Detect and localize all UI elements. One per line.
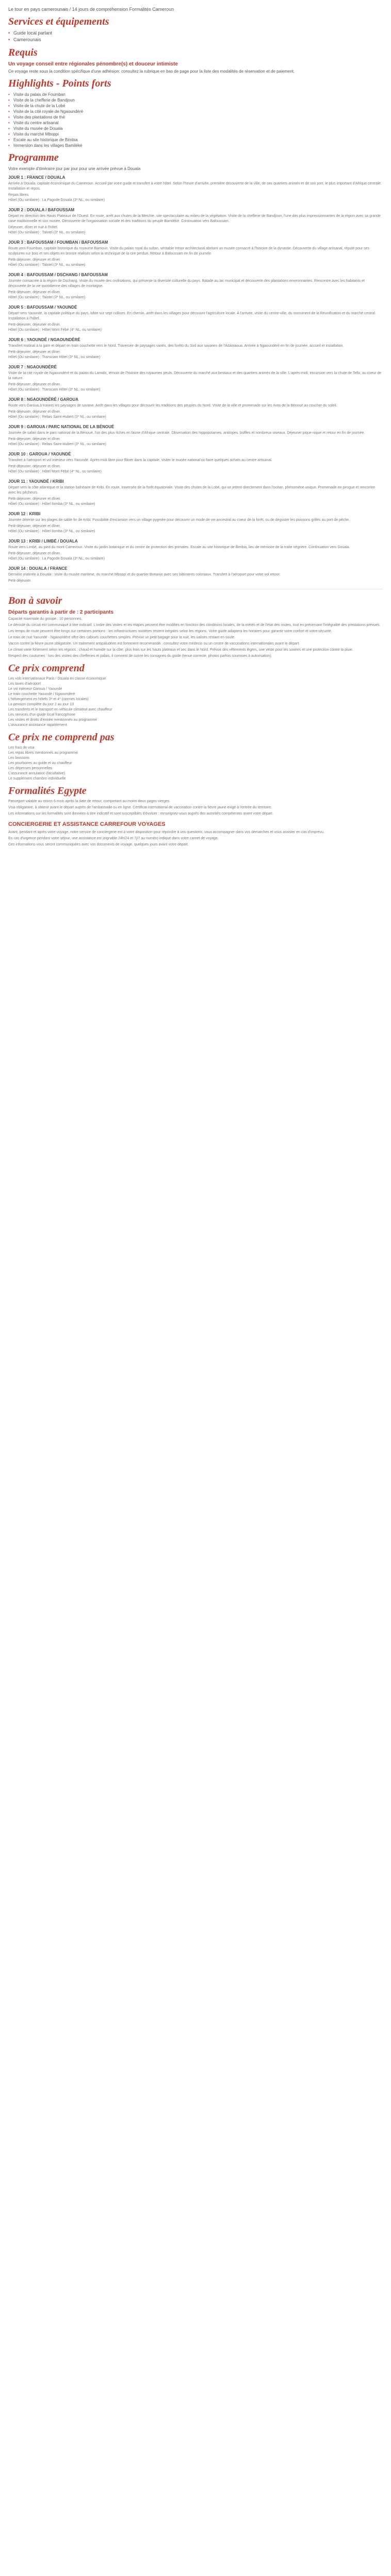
day-description: Départ vers la côte atlantique et la station balnéaire de Kribi. En route, traversée de la forêt équatoriale. Visite des chutes de la Lobé, qui se jettent directement dans l'océan, phénomène unique. Promenade en pirogue et rencontre avec les pêcheurs. <box>8 486 375 495</box>
includes-item: L'hébergement en hôtels 3* et 4* (normes locales) <box>8 698 89 701</box>
day-meals: Déjeuner, dîner et nuit à l'hôtel. <box>8 226 58 229</box>
day-title: JOUR 11 : YAOUNDÉ / KRIBI <box>8 479 64 484</box>
day-title: JOUR 8 : NGAOUNDÉRÉ / GAROUA <box>8 397 79 402</box>
excludes-item: Les dépenses personnelles <box>8 767 53 770</box>
day-meals: Petit-déjeuner, déjeuner et dîner. <box>8 465 61 468</box>
day-meals: Petit-déjeuner, déjeuner et dîner. <box>8 524 61 528</box>
programme-day <box>8 566 383 584</box>
programme-day <box>8 397 383 420</box>
excludes-item: Les pourboires au guide et au chauffeur <box>8 761 72 765</box>
day-description: Départ en direction des Hauts Plateaux de l'Ouest. En route, arrêt aux chutes de la Metchie, site spectaculaire au milieu de la végétation. Visite de la chefferie de Bandjoun, l'une des plus impressionnantes de la région avec sa grande case traditionnelle et son musée. Découverte de l'organisation sociale et des traditions du peuple Bamiléké. Continuation vers Bafoussam. <box>8 214 381 223</box>
day-description: Journée détente sur les plages de sable fin de Kribi. Possibilité d'excursion vers un village pygmée pour découvrir un mode de vie ancestral au coeur de la forêt, ou de déguster les poissons grillés au port de pêche. <box>8 518 350 522</box>
day-title: JOUR 6 : YAOUNDÉ / NGAOUNDÉRÉ <box>8 337 80 342</box>
services-item: • Camerounais <box>8 37 41 42</box>
includes-item: Les vols internationaux Paris / Douala en classe économique <box>8 677 106 681</box>
includes-title: Ce prix comprend <box>8 663 85 674</box>
day-meals: Petit-déjeuner, déjeuner et dîner. <box>8 437 61 441</box>
day-hotel: Hôtel (Ou similaire) : Relais Saint-Hubert (3* NL, ou similaire) <box>8 443 106 446</box>
programme-day <box>8 451 383 474</box>
day-meals: Petit-déjeuner, déjeuner et dîner. <box>8 323 61 327</box>
bullet-icon: • <box>8 92 10 97</box>
formalities-paragraph: Passeport valable au moins 6 mois après la date de retour, comportant au moins deux pages vierges. <box>8 800 171 803</box>
good-to-know-paragraph: Le climat varie fortement selon les régions : chaud et humide sur la côte, plus frais sur les hauts plateaux et sec dans le Nord. Prévoir des vêtements légers, une veste pour les soirées et une protection contre la pluie. <box>8 648 353 652</box>
day-meals: Petit-déjeuner, déjeuner et dîner. <box>8 410 61 414</box>
day-hotel: Hôtel (Ou similaire) : Hôtel Mont Fébé (4* NL, ou similaire) <box>8 328 102 332</box>
day-hotel: Hôtel (Ou similaire) : La Pagode Douala (3* NL, ou similaire) <box>8 198 105 202</box>
bullet-icon: • <box>8 126 10 131</box>
highlight-item: • Escale au site historique de Bimbia <box>8 138 78 142</box>
day-meals: Petit-déjeuner. <box>8 579 32 583</box>
bullet-icon: • <box>8 115 10 120</box>
excludes-list <box>8 745 383 782</box>
services-title: Services et équipements <box>8 16 109 27</box>
assistance-paragraph: En cas d'urgence pendant votre séjour, une assistance est joignable 24h/24 et 7j/7 au numéro indiqué dans votre carnet de voyage. <box>8 837 219 840</box>
bullet-icon: • <box>8 121 10 125</box>
day-meals: Petit-déjeuner, déjeuner et dîner. <box>8 552 61 555</box>
includes-item: Les visites et droits d'entrée mentionnés au programme <box>8 718 97 722</box>
day-hotel: Hôtel (Ou similaire) : Talotel (3* NL, ou similaire) <box>8 263 86 267</box>
required-title: Requis <box>8 47 38 58</box>
excludes-item: Les repas libres mentionnés au programme <box>8 751 78 755</box>
good-to-know-paragraph: Respect des coutumes : lors des visites des chefferies et palais, il convient de suivre les consignes du guide (tenue correcte, photos parfois soumises à autorisation). <box>8 654 272 658</box>
day-description: Transfert à l'aéroport et vol intérieur vers Yaoundé. Après-midi libre pour flâner dans la capitale, visiter le musée national ou faire quelques achats au centre artisanal. <box>8 459 272 462</box>
highlight-item: • Visite du musée de Douala <box>8 126 63 131</box>
day-meals: Petit-déjeuner, déjeuner et dîner. <box>8 497 61 501</box>
bullet-icon: • <box>8 109 10 114</box>
bullet-icon: • <box>8 104 10 108</box>
day-description: Dernière matinée à Douala : visite du musée maritime, du marché Mboppi et du quartier Bonanjo avec ses bâtiments coloniaux. Transfert à l'aéroport pour votre vol retour. <box>8 573 281 577</box>
highlights-title: Highlights - Points forts <box>8 78 111 89</box>
highlight-item: • Visite de la cité royale de Ngaoundéré <box>8 109 84 114</box>
day-hotel: Hôtel (Ou similaire) : Talotel (3* NL, ou similaire) <box>8 231 86 234</box>
highlight-item: • Visite des plantations de thé <box>8 115 65 120</box>
includes-item: Le vol intérieur Garoua / Yaoundé <box>8 687 62 691</box>
day-hotel: Hôtel (Ou similaire) : Hôtel Ilomba (3* NL, ou similaire) <box>8 530 95 533</box>
bullet-icon: • <box>8 132 10 137</box>
services-list <box>8 30 383 43</box>
day-title: JOUR 1 : FRANCE / DOUALA <box>8 175 66 180</box>
day-hotel: Hôtel (Ou similaire) : Transcam Hôtel (3* NL, ou similaire) <box>8 355 101 359</box>
day-hotel: Hôtel (Ou similaire) : La Pagode Douala (3* NL, ou similaire) <box>8 557 105 561</box>
programme-day <box>8 424 383 447</box>
includes-item: Les services d'un guide local francophone <box>8 713 76 717</box>
good-to-know-paragraph: Le train de nuit Yaoundé - Ngaoundéré offre des cabines couchettes simples. Prévoir un petit bagage pour la nuit, les valises restant en soute. <box>8 636 236 639</box>
programme-days <box>8 175 383 584</box>
excludes-item: Le supplément chambre individuelle <box>8 777 66 781</box>
highlight-item: • Visite du marché Mboppi <box>8 132 59 137</box>
bullet-icon: • <box>8 37 10 42</box>
day-hotel: Hôtel (Ou similaire) : Talotel (3* NL, ou similaire) <box>8 296 86 299</box>
programme-day <box>8 538 383 562</box>
assistance-paragraph: Avant, pendant et après votre voyage, notre service de conciergerie est à votre disposition pour répondre à vos questions, vous accompagner dans vos démarches et vous assister en cas d'imprévu. <box>8 831 324 834</box>
day-description: Visite de la cité royale de Ngaoundéré et du palais du Lamido, témoin de l'histoire des royaumes peuls. Découverte du marché aux bestiaux et des quartiers animés de la ville. L'après-midi, excursion vers la chute de Tello, au coeur de la nature. <box>8 371 382 380</box>
day-meals: Petit-déjeuner, déjeuner et dîner. <box>8 258 61 262</box>
highlight-item: • Visite de la chute de la Lobé <box>8 104 66 108</box>
good-to-know-paragraph: Capacité maximale du groupe : 10 personnes. <box>8 617 83 621</box>
highlight-item: • Immersion dans les villages Bamiléké <box>8 143 83 148</box>
day-title: JOUR 4 : BAFOUSSAM / DSCHANG / BAFOUSSAM <box>8 273 108 277</box>
required-text: Un voyage conseil entre régionales pénombre(s) et douceur intimiste <box>8 61 178 67</box>
bullet-icon: • <box>8 143 10 148</box>
day-title: JOUR 2 : DOUALA / BAFOUSSAM <box>8 208 75 212</box>
bullet-icon: • <box>8 30 10 36</box>
programme-day <box>8 207 383 235</box>
programme-day <box>8 511 383 534</box>
includes-list <box>8 676 383 728</box>
includes-item: Le train couchette Yaoundé / Ngaoundéré <box>8 692 75 696</box>
day-description: Route vers Limbé, au pied du mont Cameroun. Visite du jardin botanique et du centre de protection des primates. Escale au site historique de Bimbia, lieu de mémoire de la traite négrière. Continuation vers Douala. <box>8 546 350 549</box>
day-hotel: Hôtel (Ou similaire) : Relais Saint-Hubert (3* NL, ou similaire) <box>8 415 106 419</box>
day-hotel: Hôtel (Ou similaire) : Hôtel Mont Fébé (4* NL, ou similaire) <box>8 470 102 473</box>
formalities-paragraph: Visa obligatoire, à obtenir avant le départ auprès de l'ambassade ou en ligne. Certificat international de vaccination contre la fièvre jaune exigé à l'entrée du territoire. <box>8 806 272 809</box>
good-to-know-paragraph: Les temps de route peuvent être longs sur certaines portions : les infrastructures routières restent inégales selon les régions. Votre guide adaptera les horaires pour garantir votre confort et votre sécurité. <box>8 630 332 633</box>
includes-item: L'assurance assistance rapatriement <box>8 723 67 727</box>
assistance-paragraph: Ces informations vous seront communiquées avec vos documents de voyage, quelques jours avant votre départ. <box>8 843 189 846</box>
highlight-item: • Visite du palais de Foumban <box>8 92 66 97</box>
day-description: Transfert matinal à la gare et départ en train couchette vers le Nord. Traversée de paysages variés, des forêts du Sud aux savanes de l'Adamaoua. Arrivée à Ngaoundéré en fin de journée, accueil et installation. <box>8 344 344 348</box>
excludes-title: Ce prix ne comprend pas <box>8 732 115 743</box>
good-to-know-paragraph: Vaccin contre la fièvre jaune obligatoire. Un traitement antipaludéen est fortement recommandé : consultez votre médecin ou un centre de vaccinations internationales avant le départ. <box>8 642 300 646</box>
day-meals: Petit-déjeuner, déjeuner et dîner. <box>8 350 61 354</box>
day-meals: Petit-déjeuner, déjeuner et dîner. <box>8 291 61 294</box>
day-title: JOUR 9 : GAROUA / PARC NATIONAL DE LA BÉNOUÉ <box>8 425 115 429</box>
highlight-item: • Visite du centre artisanal <box>8 121 59 125</box>
day-title: JOUR 14 : DOUALA / FRANCE <box>8 566 68 571</box>
day-title: JOUR 13 : KRIBI / LIMBÉ / DOUALA <box>8 539 78 544</box>
day-description: Arrivée à Douala, capitale économique du Cameroun. Accueil par votre guide et transfert à votre hôtel. Selon l'heure d'arrivée, première découverte de la ville, de ses quartiers animés et de son port, le plus important d'Afrique centrale. Installation et repos. <box>8 182 382 191</box>
day-description: Journée de safari dans le parc national de la Bénoué, l'un des plus riches en faune d'Afrique centrale. Observation des hippopotames, antilopes, buffles et nombreux oiseaux. Déjeuner pique-nique et retour en fin de journée. <box>8 431 365 435</box>
note-line: Ce voyage reste sous la condition spécifique d'une adhésion: consultez la rubrique en bas de page pour la liste des modalités de réservation et de paiement. <box>8 69 295 74</box>
day-description: Route vers Foumban, capitale historique du royaume Bamoun. Visite du palais royal du sultan, véritable trésor architectural abritant un musée consacré à l'histoire de la dynastie. Découverte du village artisanal, réputé pour ses sculptures sur bois et ses objets en bronze réalisés selon la technique de la cire perdue. Retour à Bafoussam en fin de journée. <box>8 247 370 256</box>
bullet-icon: • <box>8 98 10 103</box>
day-hotel: Hôtel (Ou similaire) : Hôtel Ilomba (3* NL, ou similaire) <box>8 502 95 506</box>
day-title: JOUR 7 : NGAOUNDÉRÉ <box>8 365 57 369</box>
good-to-know-title: Bon à savoir <box>8 595 62 606</box>
programme-day <box>8 479 383 507</box>
programme-title: Programme <box>8 152 59 163</box>
services-item: • Guide local parlant <box>8 30 53 36</box>
programme-day <box>8 240 383 268</box>
assistance-title: CONCIERGERIE ET ASSISTANCE CARREFOUR VOYAGES <box>8 821 166 827</box>
bullet-icon: • <box>8 138 10 142</box>
day-meals: Petit-déjeuner, déjeuner et dîner. <box>8 383 61 386</box>
intro-text: Le tour en pays camerounais / 14 jours de compréhension Formalités Cameroun <box>8 7 174 12</box>
formalities-body <box>8 799 383 817</box>
day-title: JOUR 12 : KRIBI <box>8 512 41 516</box>
day-title: JOUR 5 : BAFOUSSAM / YAOUNDÉ <box>8 305 77 310</box>
good-to-know-subtitle: Départs garantis à partir de : 2 participants <box>8 609 113 615</box>
day-description: Journée consacrée à la région de Dschang. Visite du musée des civilisations, qui présente la diversité culturelle du pays. Balade au lac municipal et découverte des plantations environnantes. Rencontre avec les habitants et découverte de la vie quotidienne des villages de montagne. <box>8 279 365 288</box>
day-title: JOUR 3 : BAFOUSSAM / FOUMBAN / BAFOUSSAM <box>8 240 108 245</box>
excludes-item: Les frais de visa <box>8 746 35 750</box>
programme-day <box>8 337 383 360</box>
highlights-list <box>8 92 383 148</box>
includes-item: Les transferts et le transport en véhicule climatisé avec chauffeur <box>8 708 112 711</box>
good-to-know-body <box>8 617 383 659</box>
includes-item: La pension complète du jour 2 au jour 13 <box>8 703 74 706</box>
programme-intro: Votre exemple d'itinéraire jour par jour pour une arrivée prévue à Douala <box>8 166 141 171</box>
day-description: Route vers Garoua à travers les paysages de savane. Arrêt dans les villages pour découvrir les traditions des peuples du Nord. Visite de la ville et promenade sur les rives de la Bénoué au coucher du soleil. <box>8 404 337 408</box>
formalities-paragraph: Les informations sur les formalités sont données à titre indicatif et sont susceptibles d'évoluer : renseignez-vous auprès des autorités compétentes avant votre départ. <box>8 812 273 816</box>
formalities-title: Formalités Egypte <box>8 785 87 796</box>
day-description: Départ vers Yaoundé, la capitale politique du pays, bâtie sur sept collines. En chemin, arrêt dans les villages pour découvrir l'agriculture locale. A l'arrivée, visite du centre-ville, du monument de la Réunification et du marché central. Installation à l'hôtel. <box>8 312 376 320</box>
day-hotel: Hôtel (Ou similaire) : Transcam Hôtel (3* NL, ou similaire) <box>8 388 101 392</box>
day-title: JOUR 10 : GAROUA / YAOUNDÉ <box>8 452 71 456</box>
good-to-know-paragraph: Le déroulé du circuit est communiqué à titre indicatif. L'ordre des visites et les étapes peuvent être modifiés en fonction des conditions locales, de la météo et de l'état des routes, tout en préservant l'intégralité des prestations prévues. <box>8 623 381 627</box>
excludes-item: Les boissons <box>8 756 29 760</box>
programme-day <box>8 304 383 333</box>
excludes-item: L'assurance annulation (facultative) <box>8 772 65 775</box>
highlight-item: • Visite de la chefferie de Bandjoun <box>8 98 75 103</box>
programme-day <box>8 272 383 300</box>
programme-day <box>8 364 383 393</box>
includes-item: Les taxes d'aéroport <box>8 682 41 686</box>
programme-day <box>8 175 383 203</box>
day-meals: Repas libres. <box>8 193 29 197</box>
assistance-body <box>8 830 383 848</box>
